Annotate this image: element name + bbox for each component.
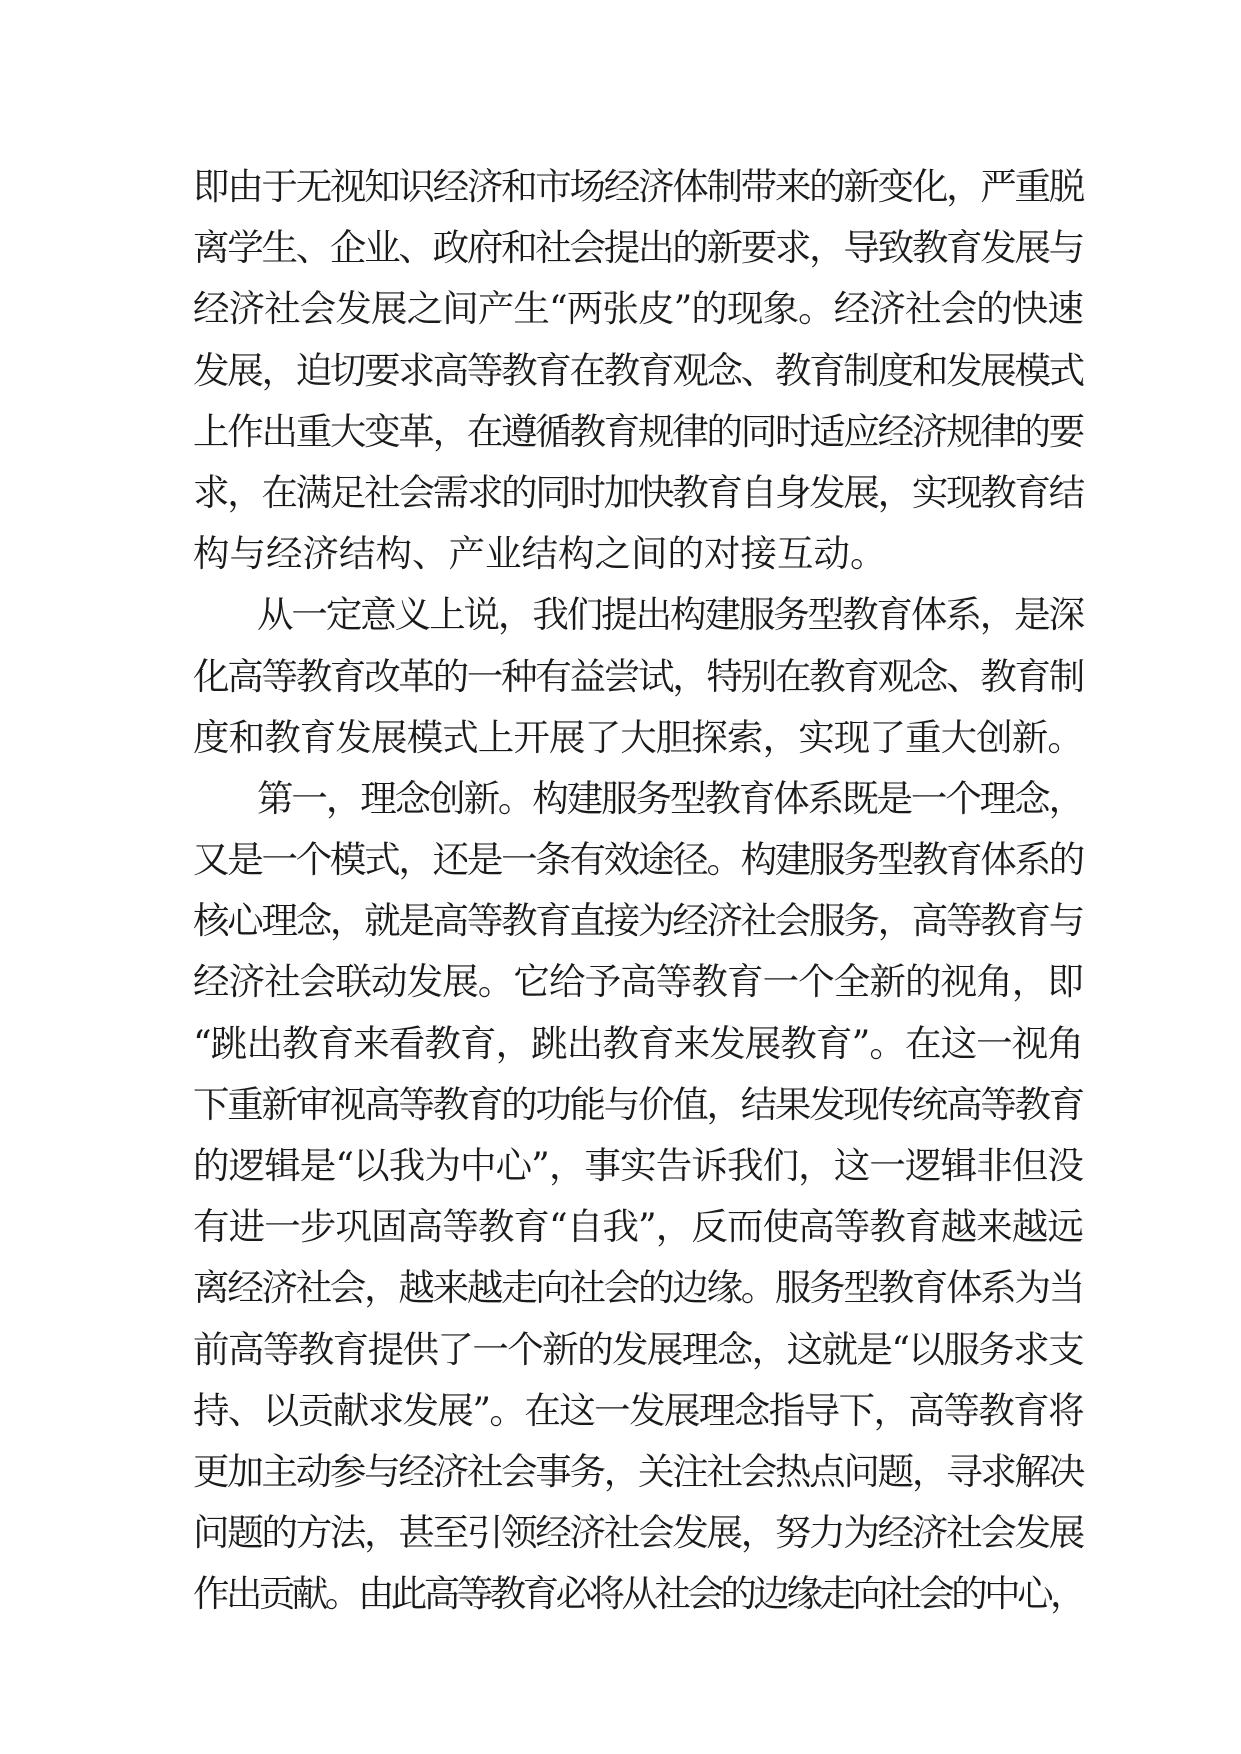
text-line: 有进一步巩固高等教育“自我”，反而使高等教育越来越远 [193, 1205, 1083, 1249]
text-line: 即由于无视知识经济和市场经济体制带来的新变化，严重脱 [193, 165, 1083, 208]
text-line: 作出贡献。由此高等教育必将从社会的边缘走向社会的中心， [193, 1572, 1083, 1616]
paragraph-first-line: 第一，理念创新。构建服务型教育体系既是一个理念， [257, 776, 1083, 820]
text-line: 核心理念，就是高等教育直接为经济社会服务，高等教育与 [193, 899, 1083, 943]
text-line: 又是一个模式，还是一条有效途径。构建服务型教育体系的 [193, 838, 1083, 882]
body-text [193, 156, 1083, 1625]
text-line: 经济社会发展之间产生“两张皮”的现象。经济社会的快速 [193, 287, 1083, 331]
text-line: 离学生、企业、政府和社会提出的新要求，导致教育发展与 [193, 226, 1083, 270]
text-line: 构与经济结构、产业结构之间的对接互动。 [193, 532, 887, 576]
text-line: 持、以贡献求发展”。在这一发展理念指导下，高等教育将 [193, 1388, 1083, 1432]
text-line: 上作出重大变革，在遵循教育规律的同时适应经济规律的要 [193, 409, 1083, 453]
text-line: 度和教育发展模式上开展了大胆探索，实现了重大创新。 [193, 715, 1083, 759]
text-line: 化高等教育改革的一种有益尝试，特别在教育观念、教育制 [193, 654, 1083, 698]
text-line: 发展，迫切要求高等教育在教育观念、教育制度和发展模式 [193, 348, 1083, 392]
text-line: 更加主动参与经济社会事务，关注社会热点问题，寻求解决 [193, 1449, 1083, 1493]
text-line: 经济社会联动发展。它给予高等教育一个全新的视角，即 [193, 960, 1083, 1004]
text-line: 离经济社会，越来越走向社会的边缘。服务型教育体系为当 [193, 1266, 1083, 1310]
text-line: 求，在满足社会需求的同时加快教育自身发展，实现教育结 [193, 470, 1083, 514]
text-line: 问题的方法，甚至引领经济社会发展，努力为经济社会发展 [193, 1511, 1083, 1555]
text-line: 前高等教育提供了一个新的发展理念，这就是“以服务求支 [193, 1327, 1083, 1371]
paragraph-first-line: 从一定意义上说，我们提出构建服务型教育体系，是深 [257, 593, 1083, 637]
text-line: “跳出教育来看教育，跳出教育来发展教育”。在这一视角 [193, 1021, 1083, 1065]
text-line: 下重新审视高等教育的功能与价值，结果发现传统高等教育 [193, 1082, 1083, 1126]
text-line: 的逻辑是“以我为中心”，事实告诉我们，这一逻辑非但没 [193, 1144, 1083, 1187]
